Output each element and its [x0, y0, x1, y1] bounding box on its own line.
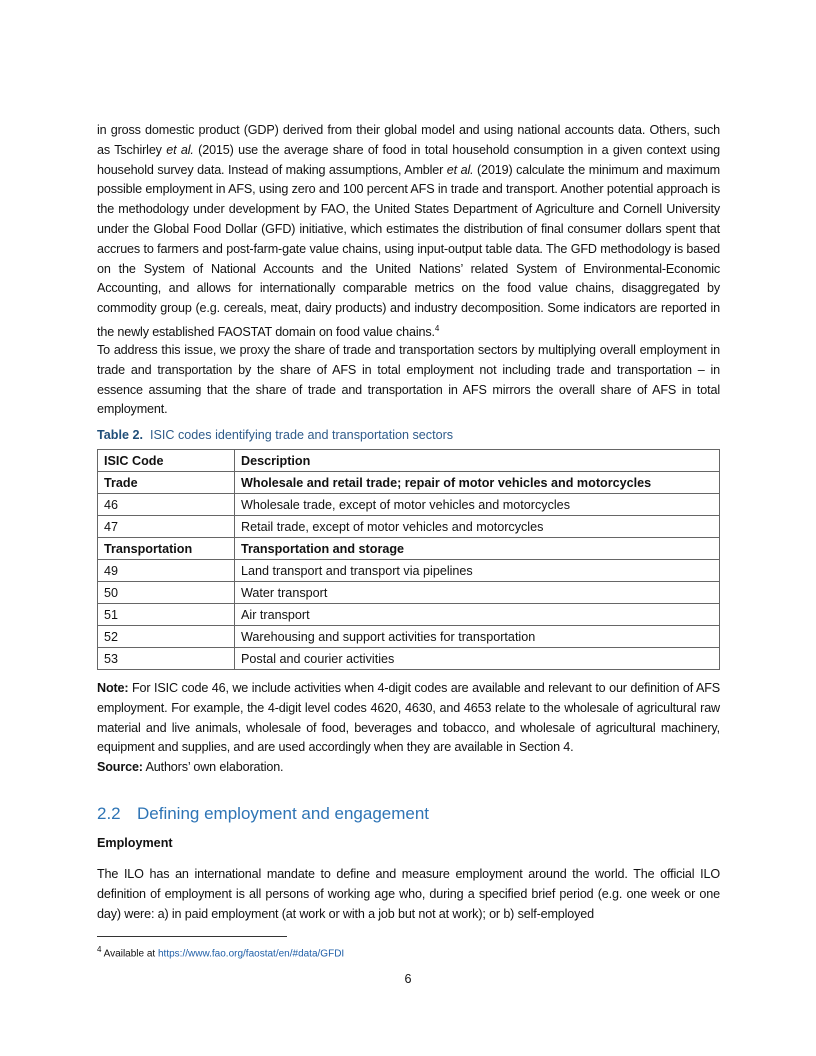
cell: Wholesale and retail trade; repair of motor vehicles and motorcycles: [235, 472, 720, 494]
caption-label: Table 2.: [97, 428, 143, 442]
cell: Warehousing and support activities for transportation: [235, 626, 720, 648]
cell: Transportation and storage: [235, 538, 720, 560]
section-number: 2.2: [97, 804, 121, 823]
table-row: [98, 604, 720, 626]
cell: Postal and courier activities: [235, 648, 720, 670]
cell: 53: [98, 648, 235, 670]
cell: 51: [98, 604, 235, 626]
note-text: For ISIC code 46, we include activities when 4-digit codes are available and relevant to our definition of AFS employment. For example, the 4-digit level codes 4620, 4630, and 4653 relate to the wholesale of agricultural raw material and live animals, wholesale of food, beverages and tobacco, and wholesale of agricultural machinery, equipment and supplies, and are used accordingly when they are available in Section 4.: [97, 681, 720, 755]
header-cell: ISIC Code: [98, 450, 235, 472]
source-text: Authors’ own elaboration.: [142, 760, 284, 775]
header-cell: Description: [235, 450, 720, 472]
cell: Air transport: [235, 604, 720, 626]
source-label: Source:: [97, 760, 143, 775]
table-header-row: [98, 450, 720, 472]
isic-table: [97, 449, 720, 670]
section-title: Defining employment and engagement: [137, 804, 430, 823]
text: (2015) use the average share of food in total household consumption in a given context using household survey data. Instead of making assumptions, Ambler: [97, 142, 720, 177]
table-row: [98, 560, 720, 582]
cell: Land transport and transport via pipelines: [235, 560, 720, 582]
cell: 50: [98, 582, 235, 604]
table-row: [98, 472, 720, 494]
table-caption: [97, 428, 453, 442]
page-number: 6: [404, 972, 412, 986]
table-note: [97, 679, 720, 778]
cell: 47: [98, 516, 235, 538]
footnote-text: Available at: [101, 948, 158, 960]
table-row: [98, 516, 720, 538]
text: (2019) calculate the minimum and maximum possible employment in AFS, using zero and 100 percent AFS in trade and transport. Another potential approach is the methodology under development by FAO, the United States Department of Agriculture and Cornell University under the Global Food Dollar (GFD) initiative, which estimates the distribution of final consumer dollars spent that accrues to farmers and post-farm-gate value chains, using input-output table data. The GFD methodology is based on the System of National Accounts and the United Nations’ related System of Environmental-Economic Accounting, and allows for internationally comparable metrics on the food value chains, disaggregated by commodity group (e.g. cereals, meat, dairy products) and industry decomposition. Some indicators are reported in the newly established FAOSTAT domain on food value chains.: [97, 162, 721, 340]
text: in gross domestic product (GDP) derived from their global model and using national accounts data. Others, such as Tschirley: [97, 123, 720, 157]
section-heading: [97, 804, 429, 824]
table-row: [98, 648, 720, 670]
footnote-divider: [97, 936, 287, 937]
cell: 52: [98, 626, 235, 648]
table-row: [98, 582, 720, 604]
footnote-link[interactable]: https://www.fao.org/faostat/en/#data/GFDI: [157, 948, 345, 960]
cell: Retail trade, except of motor vehicles and motorcycles: [235, 516, 720, 538]
italic-text: et al.: [166, 142, 194, 157]
table-row: [98, 626, 720, 648]
paragraph-ilo-definition: The ILO has an international mandate to define and measure employment around the world. The official ILO definition of employment is all persons of working age who, during a specified brief period (e.g. one week or one day) were: a) in paid employment (at work or with a job but not at work); or b) self-employed: [97, 867, 720, 921]
table-row: [98, 538, 720, 560]
cell: Trade: [98, 472, 235, 494]
cell: Transportation: [98, 538, 235, 560]
footnote: [97, 945, 344, 959]
cell: 49: [98, 560, 235, 582]
paragraph-gfd-methodology: [97, 121, 720, 343]
footnote-ref[interactable]: 4: [434, 323, 440, 333]
cell: Wholesale trade, except of motor vehicles and motorcycles: [235, 494, 720, 516]
subheading: Employment: [97, 836, 173, 850]
italic-text: et al.: [446, 162, 474, 177]
cell: Water transport: [235, 582, 720, 604]
paragraph-proxy-share: To address this issue, we proxy the share of trade and transportation sectors by multiplying overall employment in trade and transportation by the share of AFS in total employment not including trade and transportation – in essence assuming that the share of trade and transportation in AFS mirrors the overall share of AFS in total employment.: [97, 343, 720, 417]
cell: 46: [98, 494, 235, 516]
table-row: [98, 494, 720, 516]
footnote-number: 4: [97, 945, 102, 954]
caption-text: ISIC codes identifying trade and transportation sectors: [149, 428, 454, 442]
note-label: Note:: [97, 681, 129, 695]
